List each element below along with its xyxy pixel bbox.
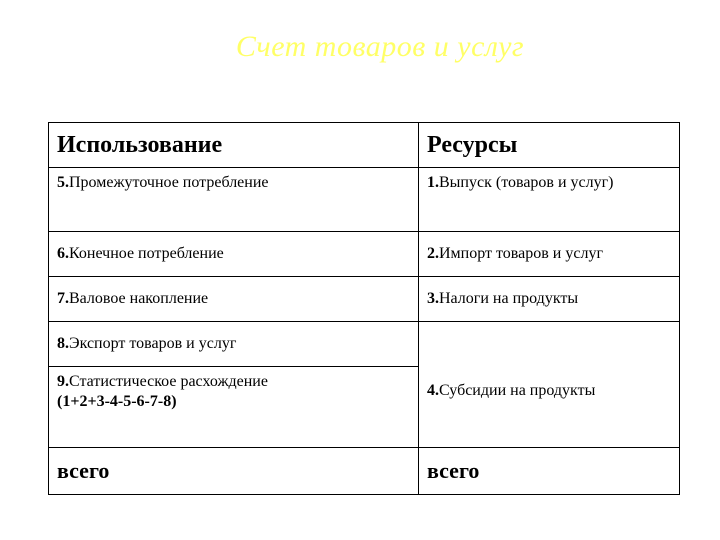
uses-item-intermediate-consumption: 5.Промежуточное потребление — [49, 168, 419, 232]
resources-item-subsidies-on-products: 4.Субсидии на продукты — [419, 322, 680, 448]
table-header-row — [49, 123, 680, 168]
table-total-row — [49, 448, 680, 495]
uses-item-statistical-discrepancy: 9.Статистическое расхождение (1+2+3-4-5-6-7-8) — [49, 367, 419, 448]
uses-item-gross-capital-formation: 7.Валовое накопление — [49, 277, 419, 322]
uses-item-exports: 8.Экспорт товаров и услуг — [49, 322, 419, 367]
resources-total: всего — [419, 448, 680, 495]
table-row — [49, 322, 680, 367]
header-resources: Ресурсы — [419, 123, 680, 168]
table-row — [49, 232, 680, 277]
uses-item-final-consumption: 6.Конечное потребление — [49, 232, 419, 277]
slide-title: Счет товаров и услуг — [235, 30, 525, 63]
resources-item-taxes-on-products: 3.Налоги на продукты — [419, 277, 680, 322]
goods-services-account-table — [48, 122, 680, 495]
discrepancy-formula: (1+2+3-4-5-6-7-8) — [57, 393, 177, 410]
resources-item-output: 1.Выпуск (товаров и услуг) — [419, 168, 680, 232]
resources-item-imports: 2.Импорт товаров и услуг — [419, 232, 680, 277]
table-row — [49, 277, 680, 322]
header-uses: Использование — [49, 123, 419, 168]
table-row — [49, 168, 680, 232]
uses-total: всего — [49, 448, 419, 495]
